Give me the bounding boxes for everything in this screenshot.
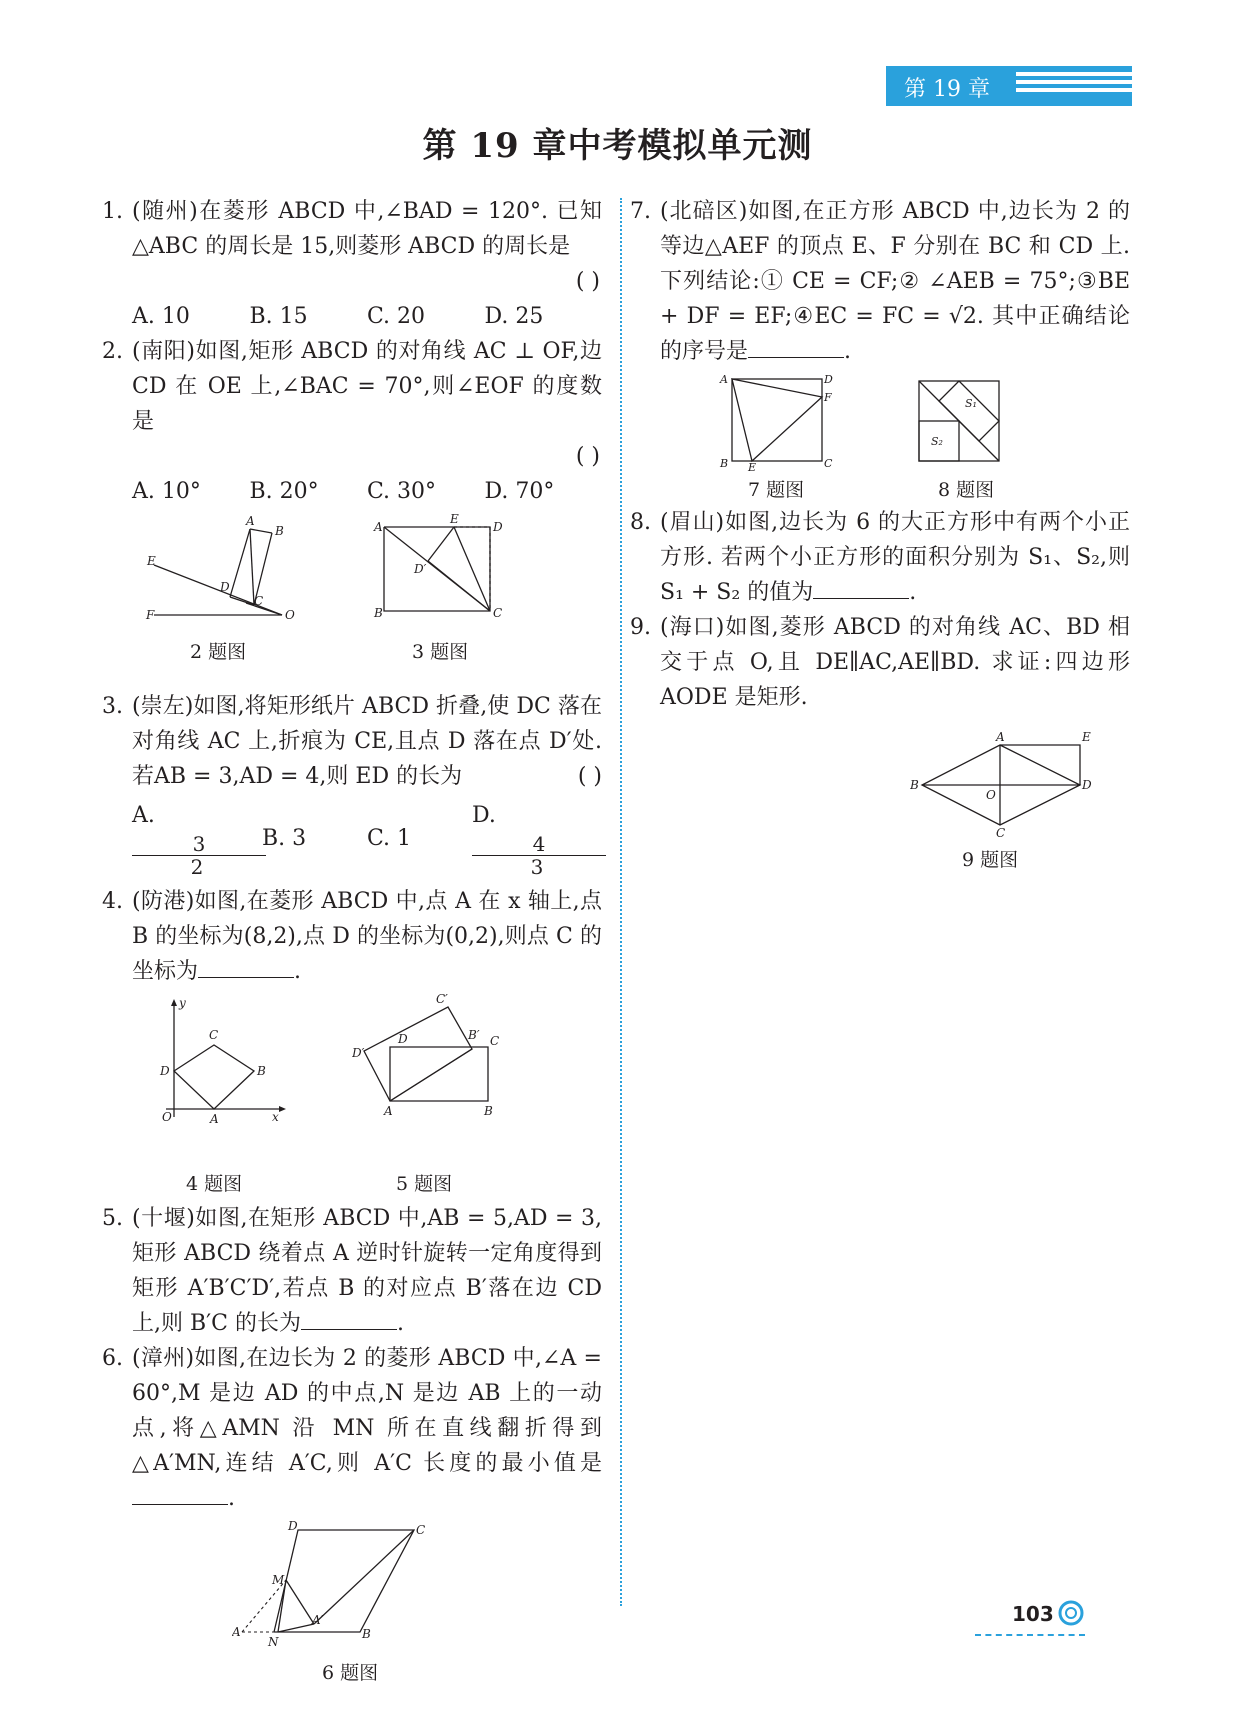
svg-text:D: D xyxy=(1082,778,1092,792)
svg-text:A: A xyxy=(384,1104,393,1118)
figure-4 xyxy=(152,997,292,1127)
svg-text:D: D xyxy=(288,1520,298,1533)
question-text: (防港)如图,在菱形 ABCD 中,点 A 在 x 轴上,点 B 的坐标为(8,2),点 D 的坐标为(0,2),则点 C 的坐标为 . xyxy=(132,889,602,984)
svg-text:F: F xyxy=(824,391,832,404)
answer-blank[interactable] xyxy=(198,955,294,978)
circle-ornament-icon xyxy=(1058,1600,1084,1626)
svg-text:B: B xyxy=(374,606,383,620)
question-text: (随州)在菱形 ABCD 中,∠BAD = 120°. 已知△ABC 的周长是 15,则菱形 ABCD 的周长是 xyxy=(132,199,602,259)
question-3 xyxy=(102,689,602,794)
option-b: B. 3 xyxy=(262,825,307,851)
question-text: (眉山)如图,边长为 6 的大正方形中有两个小正方形. 若两个小正方形的面积分别为 S₁、S₂,则 S₁ + S₂ 的值为 . xyxy=(660,510,1130,605)
figure-5-caption: 5 题图 xyxy=(396,1173,453,1195)
svg-text:C: C xyxy=(254,594,264,608)
svg-text:B′: B′ xyxy=(468,1028,480,1042)
figure-5 xyxy=(352,989,522,1129)
footer-dashed-line xyxy=(975,1634,1085,1636)
figures-7-8 xyxy=(630,369,1130,505)
question-text-body: (十堰)如图,在矩形 ABCD 中,AB = 5,AD = 3,矩形 ABCD 绕着点 A 逆时针旋转一定角度得到矩形 A′B′C′D′,若点 B 的对应点 B′落在边 CD 上,则 B′C 的长为 xyxy=(132,1206,602,1336)
answer-blank[interactable] xyxy=(301,1307,397,1330)
svg-text:x: x xyxy=(272,1110,279,1124)
question-text-body: (崇左)如图,将矩形纸片 ABCD 折叠,使 DC 落在对角线 AC 上,折痕为 CE,且点 D 落在点 D′处. 若AB = 3,AD = 4,则 ED 的长为 xyxy=(132,694,602,789)
question-text: (北碚区)如图,在正方形 ABCD 中,边长为 2 的等边△AEF 的顶点 E、F 分别在 BC 和 CD 上. 下列结论:① CE = CF;② ∠AEB = 75°;③BE + DF = EF;④EC = FC = √2. 其中正确结论的序号是 . xyxy=(660,199,1130,364)
question-number: 5. xyxy=(102,1206,123,1231)
answer-blank[interactable] xyxy=(132,1482,228,1505)
option-c: C. 1 xyxy=(367,825,412,851)
question-number: 3. xyxy=(102,694,123,719)
column-divider xyxy=(620,198,622,1606)
answer-parentheses: ( ) xyxy=(575,444,600,469)
question-text-body: (防港)如图,在菱形 ABCD 中,点 A 在 x 轴上,点 B 的坐标为(8,2),点 D 的坐标为(0,2),则点 C 的坐标为 xyxy=(132,889,602,984)
answer-blank[interactable] xyxy=(748,335,844,358)
question-text: (漳州)如图,在边长为 2 的菱形 ABCD 中,∠A = 60°,M 是边 AD 的中点,N 是边 AB 上的一动点,将△AMN 沿 MN 所在直线翻折得到△A′MN,连结 A′C,则 A′C 长度的最小值是. xyxy=(132,1346,602,1511)
option-a: A. 10 xyxy=(132,304,190,329)
question-9 xyxy=(630,610,1130,715)
figure-4-caption: 4 题图 xyxy=(186,1173,243,1195)
svg-text:A: A xyxy=(374,520,383,534)
option-b: B. 15 xyxy=(249,304,308,329)
figure-2 xyxy=(142,513,302,623)
question-number: 6. xyxy=(102,1346,123,1371)
question-number: 8. xyxy=(630,510,651,535)
figure-9 xyxy=(910,729,1110,839)
figure-9-wrap xyxy=(630,715,1130,871)
svg-text:A′: A′ xyxy=(312,1613,324,1627)
svg-text:M: M xyxy=(272,1573,285,1587)
option-d: D. $\frac{4}{3}$ xyxy=(472,798,602,878)
figure-7 xyxy=(718,371,838,471)
svg-text:B: B xyxy=(275,524,284,538)
figure-6 xyxy=(232,1520,442,1650)
question-number: 7. xyxy=(630,199,651,224)
figures-4-5 xyxy=(102,989,602,1201)
figure-6-wrap xyxy=(102,1516,602,1686)
svg-text:C: C xyxy=(209,1028,219,1042)
question-text-body: (北碚区)如图,在正方形 ABCD 中,边长为 2 的等边△AEF 的顶点 E、F 分别在 BC 和 CD 上. 下列结论:① CE = CF;② ∠AEB = 75°;③BE + DF = EF;④EC = FC = √2. 其中正确结论的序号是 xyxy=(660,199,1130,364)
question-number: 1. xyxy=(102,199,123,224)
decorative-stripes xyxy=(1016,72,1132,102)
svg-text:A: A xyxy=(246,514,255,528)
options-q3 xyxy=(102,798,602,878)
svg-text:E: E xyxy=(1082,730,1091,744)
svg-text:O: O xyxy=(986,788,996,802)
svg-text:E: E xyxy=(748,461,757,471)
option-a: A. $\frac{3}{2}$ xyxy=(132,798,262,878)
svg-text:E: E xyxy=(450,513,459,526)
chapter-tab-label: 第 19 章 xyxy=(904,77,990,102)
svg-text:D′: D′ xyxy=(414,562,427,576)
question-1 xyxy=(102,194,602,299)
question-6 xyxy=(102,1341,602,1516)
figure-7-caption: 7 题图 xyxy=(748,479,805,501)
svg-text:B: B xyxy=(484,1104,493,1118)
svg-text:A: A xyxy=(720,373,728,386)
question-number: 2. xyxy=(102,339,123,364)
svg-text:C: C xyxy=(490,1034,500,1048)
svg-text:D: D xyxy=(493,520,503,534)
svg-text:C′: C′ xyxy=(436,992,448,1006)
page-number: 103 xyxy=(1012,1602,1054,1626)
svg-text:B: B xyxy=(362,1627,371,1641)
svg-text:F: F xyxy=(146,608,155,622)
question-number: 4. xyxy=(102,889,123,914)
svg-text:B: B xyxy=(720,457,729,470)
figure-3 xyxy=(372,513,512,623)
question-text-body: (漳州)如图,在边长为 2 的菱形 ABCD 中,∠A = 60°,M 是边 AD 的中点,N 是边 AB 上的一动点,将△AMN 沿 MN 所在直线翻折得到△A′MN,连结 A′C,则 A′C 长度的最小值是 xyxy=(132,1346,602,1476)
question-4 xyxy=(102,884,602,989)
svg-text:C: C xyxy=(996,826,1006,839)
svg-text:D: D xyxy=(824,373,833,386)
svg-text:D′: D′ xyxy=(352,1046,365,1060)
right-column xyxy=(630,194,1130,871)
figure-3-caption: 3 题图 xyxy=(412,641,469,663)
options-q2 xyxy=(102,474,602,509)
svg-text:S₁: S₁ xyxy=(965,397,977,410)
question-text: (南阳)如图,矩形 ABCD 的对角线 AC ⊥ OF,边 CD 在 OE 上,∠BAC = 70°,则∠EOF 的度数是 xyxy=(132,339,602,434)
svg-text:C: C xyxy=(416,1523,426,1537)
option-b: B. 20° xyxy=(249,479,319,504)
svg-text:D: D xyxy=(220,580,230,594)
question-text-body: (眉山)如图,边长为 6 的大正方形中有两个小正方形. 若两个小正方形的面积分别为 S₁、S₂,则 S₁ + S₂ 的值为 xyxy=(660,510,1130,605)
svg-text:C: C xyxy=(824,457,833,470)
chapter-tab xyxy=(886,66,1132,106)
svg-text:E: E xyxy=(147,554,156,568)
svg-text:D: D xyxy=(398,1032,408,1046)
left-column xyxy=(102,194,602,1686)
svg-text:O: O xyxy=(162,1110,172,1124)
options-q1 xyxy=(102,299,602,334)
svg-text:D: D xyxy=(160,1064,170,1078)
answer-parentheses: ( ) xyxy=(577,764,602,789)
question-5 xyxy=(102,1201,602,1341)
svg-text:C: C xyxy=(493,606,503,620)
question-text xyxy=(132,689,602,794)
figure-6-caption: 6 题图 xyxy=(322,1662,379,1684)
figure-2-caption: 2 题图 xyxy=(190,641,247,663)
question-text: (十堰)如图,在矩形 ABCD 中,AB = 5,AD = 3,矩形 ABCD 绕着点 A 逆时针旋转一定角度得到矩形 A′B′C′D′,若点 B 的对应点 B′落在边 CD 上,则 B′C 的长为 . xyxy=(132,1206,602,1336)
option-a: A. 10° xyxy=(132,479,201,504)
answer-parentheses: ( ) xyxy=(575,269,600,294)
option-d: D. 70° xyxy=(484,479,555,504)
svg-text:A: A xyxy=(232,1625,241,1639)
question-7 xyxy=(630,194,1130,369)
svg-text:A: A xyxy=(210,1112,219,1126)
figure-9-caption: 9 题图 xyxy=(962,849,1019,871)
question-2 xyxy=(102,334,602,474)
svg-text:O: O xyxy=(285,608,295,622)
svg-text:S₂: S₂ xyxy=(931,435,943,448)
page-title: 第 19 章中考模拟单元测 xyxy=(422,126,813,166)
svg-text:A: A xyxy=(996,730,1005,744)
figure-8 xyxy=(915,377,1005,467)
question-number: 9. xyxy=(630,615,651,640)
svg-text:y: y xyxy=(179,997,186,1010)
question-text: (海口)如图,菱形 ABCD 的对角线 AC、BD 相交于点 O,且 DE∥AC,AE∥BD. 求证:四边形 AODE 是矩形. xyxy=(660,615,1130,710)
figures-2-3 xyxy=(102,509,602,689)
svg-text:B: B xyxy=(257,1064,266,1078)
question-8 xyxy=(630,505,1130,610)
option-d: D. 25 xyxy=(484,304,544,329)
svg-text:B: B xyxy=(910,778,919,792)
answer-blank[interactable] xyxy=(813,576,909,599)
option-c: C. 30° xyxy=(367,479,437,504)
option-c: C. 20 xyxy=(367,304,426,329)
figure-8-caption: 8 题图 xyxy=(938,479,995,501)
svg-text:N: N xyxy=(268,1635,279,1649)
